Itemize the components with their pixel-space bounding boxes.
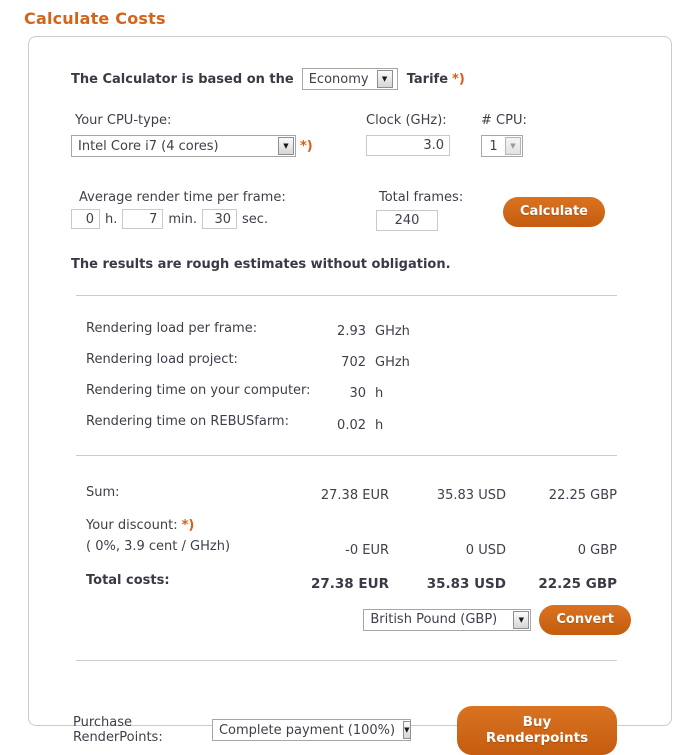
payment-select-value: Complete payment (100%) <box>218 722 396 738</box>
result-value: 2.93 <box>337 324 366 340</box>
result-value: 0.02 <box>337 417 366 433</box>
sum-usd: 35.83 USD <box>436 488 506 504</box>
discount-eur: -0 EUR <box>345 542 389 558</box>
cpu-count-select[interactable] <box>481 135 523 157</box>
minutes-input[interactable] <box>122 209 163 229</box>
render-time-row <box>71 190 617 231</box>
clock-input[interactable] <box>366 135 450 156</box>
chevron-down-icon[interactable]: ▼ <box>505 137 521 155</box>
tarif-select-value: Economy <box>308 71 369 87</box>
avg-time-column <box>71 190 371 229</box>
discount-required-mark: *) <box>181 518 195 534</box>
disclaimer-note: The results are rough estimates without obligation. <box>71 257 451 272</box>
cpu-type-select-value: Intel Core i7 (4 cores) <box>78 138 219 154</box>
result-value: 702 <box>341 355 366 371</box>
convert-row <box>71 605 631 635</box>
discount-detail: ( 0%, 3.9 cent / GHzh) <box>86 539 231 555</box>
total-frames-column <box>371 190 468 231</box>
discount-usd: 0 USD <box>465 542 506 558</box>
chevron-down-icon[interactable]: ▼ <box>278 137 294 155</box>
discount-label: Your discount: *) ( 0%, 3.9 cent / GHzh) <box>86 518 231 555</box>
sum-row <box>71 483 617 504</box>
tarif-required-mark: *) <box>452 71 465 87</box>
total-costs-row <box>71 571 617 592</box>
avg-time-label: Average render time per frame: <box>79 190 286 205</box>
result-row <box>71 381 617 401</box>
total-eur: 27.38 EUR <box>311 575 389 592</box>
currency-select[interactable] <box>363 609 531 631</box>
calculate-button[interactable]: Calculate <box>503 197 605 227</box>
result-unit: GHzh <box>375 324 410 340</box>
cpu-type-select[interactable] <box>71 135 296 157</box>
cpu-required-mark: *) <box>300 138 313 154</box>
discount-row <box>71 516 617 558</box>
cpu-column <box>71 113 366 157</box>
cpu-type-label: Your CPU-type: <box>75 113 172 128</box>
sum-gbp: 22.25 GBP <box>548 488 617 504</box>
seconds-unit: sec. <box>242 211 269 227</box>
divider <box>76 295 617 296</box>
tarif-label: The Calculator is based on the <box>71 71 294 87</box>
buy-renderpoints-button[interactable]: Buy Renderpoints <box>457 706 617 755</box>
tarif-row <box>71 68 617 90</box>
tarif-select[interactable] <box>302 68 398 90</box>
total-gbp: 22.25 GBP <box>538 575 617 592</box>
hours-input[interactable] <box>71 209 100 229</box>
sum-eur: 27.38 EUR <box>320 488 389 504</box>
cpu-count-select-value: 1 <box>489 138 498 154</box>
clock-label: Clock (GHz): <box>366 113 447 128</box>
tarif-suffix: Tarife <box>406 71 449 87</box>
clock-column <box>366 113 466 157</box>
minutes-unit: min. <box>168 211 198 227</box>
hours-unit: h. <box>105 211 118 227</box>
result-label: Rendering time on your computer: <box>86 383 311 399</box>
cpu-count-column <box>481 113 527 157</box>
result-row <box>71 319 617 339</box>
result-unit: GHzh <box>375 355 410 371</box>
result-unit: h <box>375 417 384 433</box>
payment-select[interactable] <box>212 719 411 741</box>
chevron-down-icon[interactable]: ▼ <box>513 611 529 629</box>
total-costs-label: Total costs: <box>86 572 170 588</box>
sum-label: Sum: <box>86 484 120 500</box>
costs-section <box>71 483 617 592</box>
total-frames-input[interactable] <box>376 210 438 231</box>
page-title: Calculate Costs <box>24 9 166 28</box>
total-frames-label: Total frames: <box>379 190 464 205</box>
result-label: Rendering load per frame: <box>86 321 258 336</box>
purchase-row <box>71 706 617 755</box>
chevron-down-icon[interactable]: ▼ <box>403 721 410 739</box>
chevron-down-icon[interactable]: ▼ <box>377 70 393 88</box>
machine-row <box>71 113 617 157</box>
result-row <box>71 350 617 370</box>
result-row <box>71 412 617 432</box>
purchase-label: Purchase RenderPoints: <box>73 715 163 746</box>
result-value: 30 <box>349 386 366 402</box>
seconds-input[interactable] <box>202 209 237 229</box>
divider <box>76 455 617 456</box>
calculator-panel <box>28 36 672 746</box>
total-usd: 35.83 USD <box>426 575 506 592</box>
results-section <box>71 319 617 433</box>
cpu-count-label: # CPU: <box>481 113 527 128</box>
currency-select-value: British Pound (GBP) <box>370 612 498 628</box>
divider <box>76 660 617 661</box>
result-unit: h <box>375 386 384 402</box>
result-label: Rendering time on REBUSfarm: <box>86 414 289 430</box>
convert-button[interactable]: Convert <box>539 605 631 635</box>
result-label: Rendering load project: <box>86 352 238 368</box>
discount-gbp: 0 GBP <box>577 542 617 558</box>
